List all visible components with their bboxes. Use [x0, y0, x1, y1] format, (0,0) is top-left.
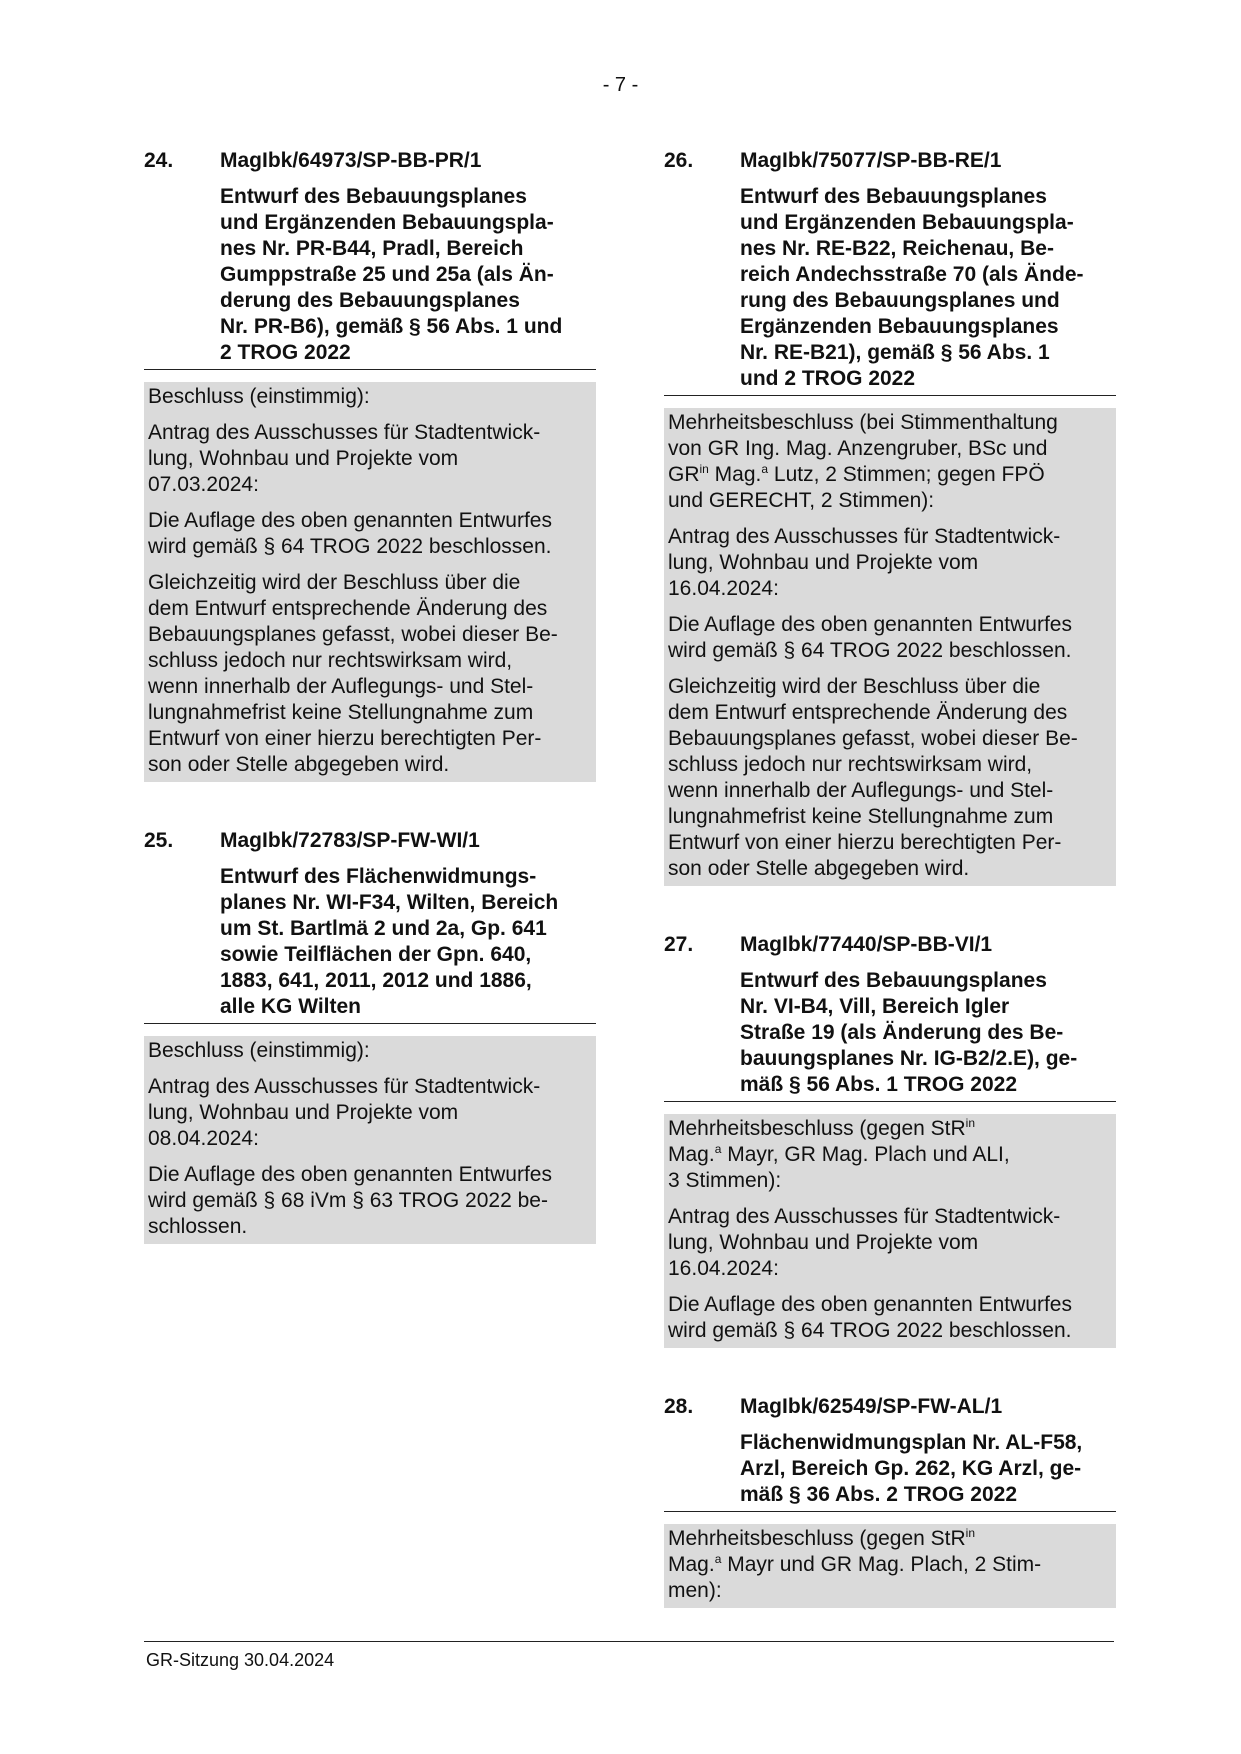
item-code: MagIbk/64973/SP-BB-PR/1 [220, 149, 482, 172]
right-column [664, 148, 1116, 1654]
item-number: 26. [664, 149, 694, 172]
item-title: Flächenwidmungsplan Nr. AL-F58, Arzl, Bereich Gp. 262, KG Arzl, ge- mäß § 36 Abs. 2 TROG 2022 [664, 1420, 1116, 1512]
resolution-type [668, 1116, 1112, 1194]
item-code: MagIbk/75077/SP-BB-RE/1 [740, 149, 1002, 172]
resolution-box [664, 408, 1116, 886]
resolution-type-part: Mehrheitsbeschluss (gegen StR [668, 1117, 966, 1140]
item-title: Entwurf des Bebauungsplanes und Ergänzenden Bebauungspla- nes Nr. PR-B44, Pradl, Bereich Gumppstraße 25 und 25a (als Än- derung des Bebauungsplanes Nr. PR-B6), gemäß § 56 Abs. 1 und 2 TROG 2022 [144, 174, 596, 370]
motion-text: Antrag des Ausschusses für Stadtentwick- lung, Wohnbau und Projekte vom 16.04.2024: [668, 1205, 1061, 1280]
resolution-type-part: Mehrheitsbeschluss (bei Stimmenthaltung von GR Ing. Mag. Anzengruber, BSc und GR [668, 411, 1058, 486]
decision-text: Die Auflage des oben genannten Entwurfes wird gemäß § 68 iVm § 63 TROG 2022 be- schlossen. [148, 1163, 552, 1238]
superscript: in [965, 1526, 975, 1540]
decision-text: Die Auflage des oben genannten Entwurfes wird gemäß § 64 TROG 2022 beschlossen. [668, 613, 1072, 662]
agenda-item-27 [664, 932, 1116, 1348]
item-header [664, 932, 1116, 958]
additional-decision-text: Gleichzeitig wird der Beschluss über die dem Entwurf entsprechende Änderung des Bebauungsplanes gefasst, wobei dieser Be- schluss jedoch nur rechtswirksam wird, wenn innerhalb der Auflegungs- und Stel- lungnahmefrist keine Stellungnahme zum Entwurf von einer hierzu berechtigten Per- son oder Stelle abgegeben wird. [668, 675, 1078, 880]
item-header [664, 148, 1116, 174]
resolution-type [668, 410, 1112, 514]
left-column [144, 148, 596, 1290]
item-header [664, 1394, 1116, 1420]
resolution-type-part: Mayr und GR Mag. Plach, 2 Stim- men): [668, 1553, 1042, 1602]
motion-text: Antrag des Ausschusses für Stadtentwick- lung, Wohnbau und Projekte vom 07.03.2024: [148, 421, 541, 496]
agenda-item-28 [664, 1394, 1116, 1608]
page-number: - 7 - [602, 74, 639, 96]
item-number: 27. [664, 933, 694, 956]
agenda-item-24 [144, 148, 596, 782]
resolution-type-part: Mag. [668, 1143, 715, 1166]
superscript: a [761, 462, 769, 476]
agenda-item-26 [664, 148, 1116, 886]
resolution-box [664, 1524, 1116, 1608]
resolution-type: Beschluss (einstimmig): [148, 1039, 370, 1062]
motion-text: Antrag des Ausschusses für Stadtentwick- lung, Wohnbau und Projekte vom 08.04.2024: [148, 1075, 541, 1150]
item-code: MagIbk/77440/SP-BB-VI/1 [740, 933, 993, 956]
item-title: Entwurf des Flächenwidmungs- planes Nr. WI-F34, Wilten, Bereich um St. Bartlmä 2 und 2a, Gp. 641 sowie Teilflächen der Gpn. 640, 1883, 641, 2011, 2012 und 1886, alle KG Wilten [144, 854, 596, 1024]
superscript: a [714, 1142, 722, 1156]
motion-text: Antrag des Ausschusses für Stadtentwick- lung, Wohnbau und Projekte vom 16.04.2024: [668, 525, 1061, 600]
resolution-type: Beschluss (einstimmig): [148, 385, 370, 408]
resolution-type-part: Mehrheitsbeschluss (gegen StR [668, 1527, 966, 1550]
resolution-type-part: Lutz, 2 Stimmen; gegen FPÖ und GERECHT, 2 Stimmen): [668, 463, 1045, 512]
resolution-type-part: Mayr, GR Mag. Plach und ALI, 3 Stimmen): [668, 1143, 1010, 1192]
resolution-type-part: Mag. [708, 463, 762, 486]
item-title: Entwurf des Bebauungsplanes Nr. VI-B4, Vill, Bereich Igler Straße 19 (als Änderung des Be- bauungsplanes Nr. IG-B2/2.E), ge- mäß § 56 Abs. 1 TROG 2022 [664, 958, 1116, 1102]
item-number: 24. [144, 149, 174, 172]
resolution-box [144, 1036, 596, 1244]
superscript: in [965, 1116, 975, 1130]
decision-text: Die Auflage des oben genannten Entwurfes wird gemäß § 64 TROG 2022 beschlossen. [148, 509, 552, 558]
resolution-box [144, 382, 596, 782]
agenda-item-25 [144, 828, 596, 1244]
item-number: 28. [664, 1395, 694, 1418]
footer-divider [144, 1641, 1114, 1642]
resolution-box [664, 1114, 1116, 1348]
resolution-type-part: Mag. [668, 1553, 715, 1576]
resolution-type [668, 1526, 1112, 1604]
superscript: a [714, 1552, 722, 1566]
superscript: in [699, 462, 709, 476]
additional-decision-text: Gleichzeitig wird der Beschluss über die dem Entwurf entsprechende Änderung des Bebauungsplanes gefasst, wobei dieser Be- schluss jedoch nur rechtswirksam wird, wenn innerhalb der Auflegungs- und Stel- lungnahmefrist keine Stellungnahme zum Entwurf von einer hierzu berechtigten Per- son oder Stelle abgegeben wird. [148, 571, 558, 776]
item-title: Entwurf des Bebauungsplanes und Ergänzenden Bebauungspla- nes Nr. RE-B22, Reichenau, Be- reich Andechsstraße 70 (als Ände- rung des Bebauungsplanes und Ergänzenden Bebauungsplanes Nr. RE-B21), gemäß § 56 Abs. 1 und 2 TROG 2022 [664, 174, 1116, 396]
item-code: MagIbk/62549/SP-FW-AL/1 [740, 1395, 1003, 1418]
item-code: MagIbk/72783/SP-FW-WI/1 [220, 829, 480, 852]
item-number: 25. [144, 829, 174, 852]
decision-text: Die Auflage des oben genannten Entwurfes wird gemäß § 64 TROG 2022 beschlossen. [668, 1293, 1072, 1342]
item-header [144, 148, 596, 174]
footer-session-date: GR-Sitzung 30.04.2024 [146, 1650, 335, 1670]
item-header [144, 828, 596, 854]
